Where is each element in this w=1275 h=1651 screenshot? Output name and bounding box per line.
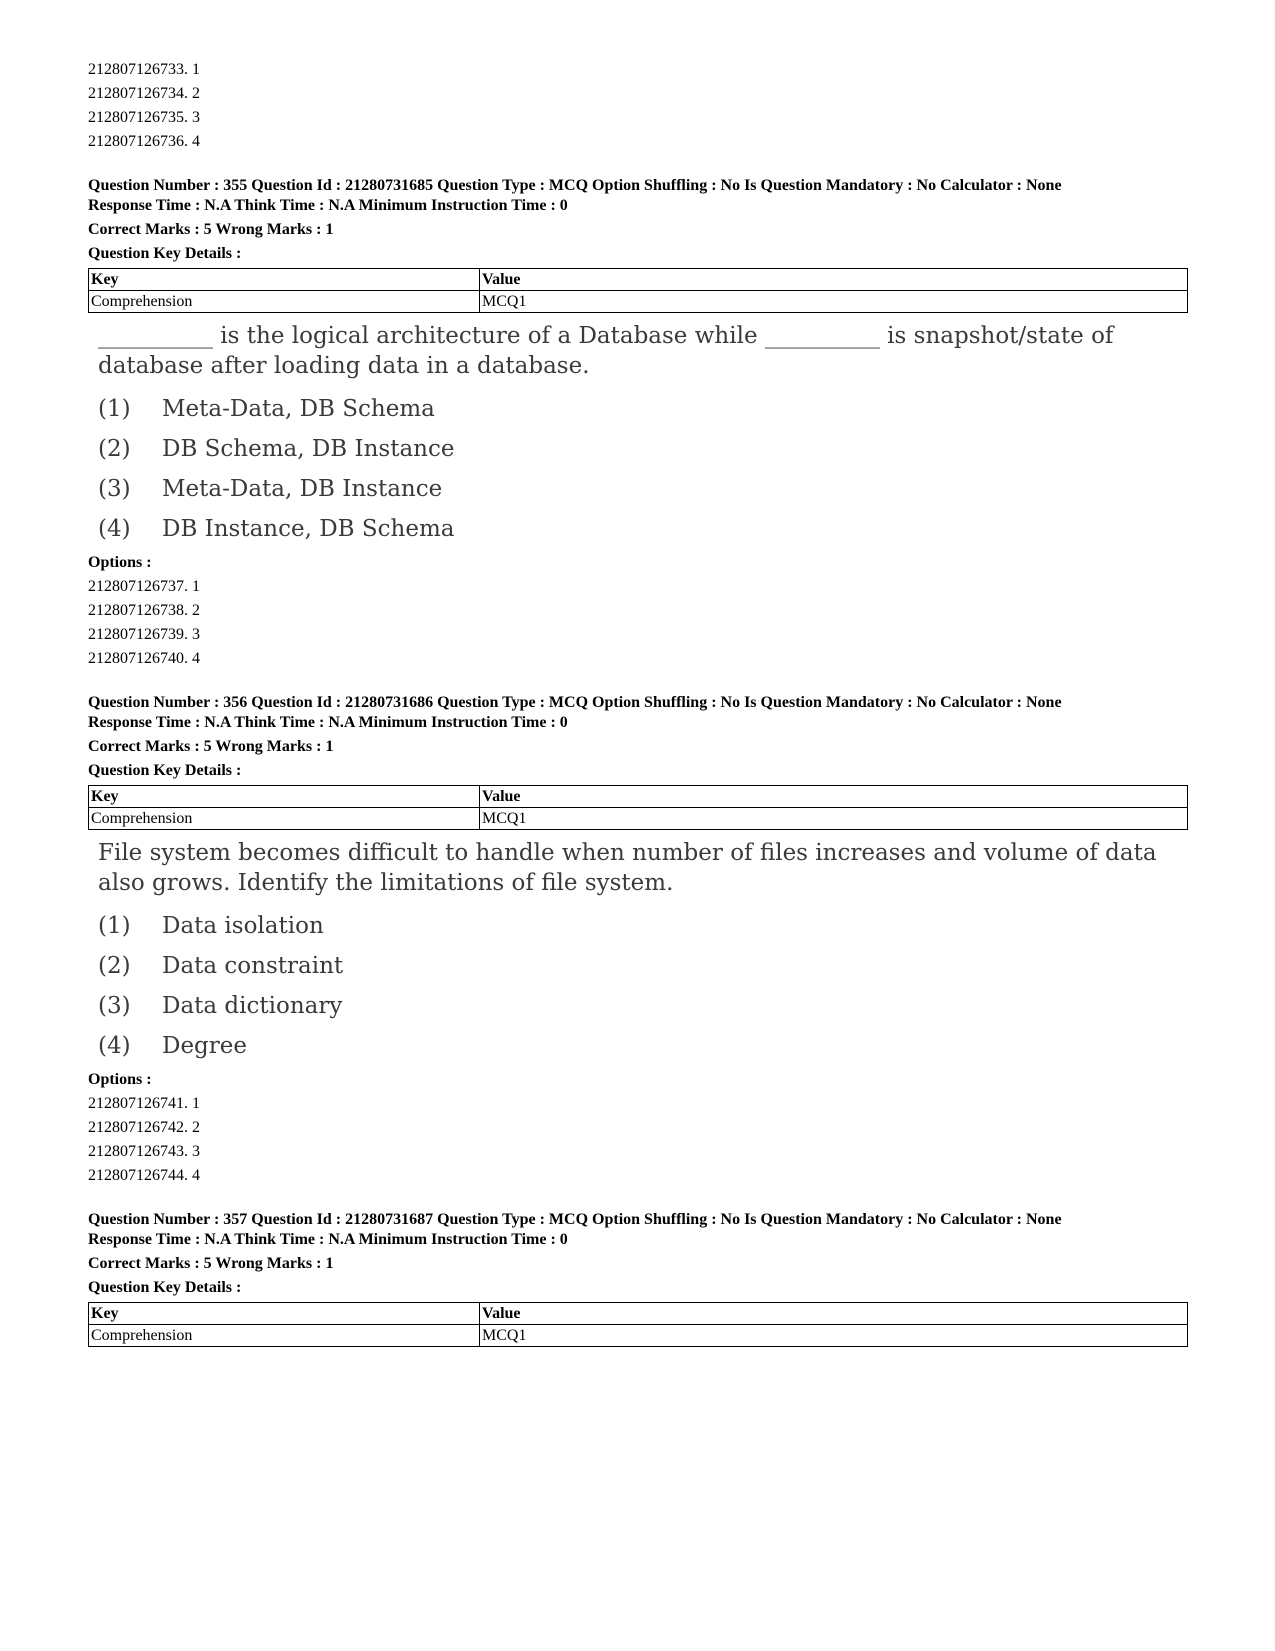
value-cell: MCQ1 bbox=[480, 808, 1188, 830]
key-header-cell: Key bbox=[89, 269, 480, 291]
choice-number: (3) bbox=[98, 993, 131, 1019]
option-id-line: 212807126736. 4 bbox=[88, 133, 200, 150]
choice-number: (3) bbox=[98, 476, 131, 502]
choice-number: (2) bbox=[98, 953, 131, 979]
choice-text: Degree bbox=[162, 1033, 247, 1059]
question-block-356 bbox=[88, 693, 1188, 1188]
question-block-357 bbox=[88, 1210, 1188, 1347]
choice-text: Meta-Data, DB Schema bbox=[162, 396, 435, 422]
key-details-label: Question Key Details : bbox=[88, 245, 242, 262]
previous-question-options bbox=[88, 58, 1188, 154]
choice-number: (1) bbox=[98, 913, 131, 939]
question-timing: Response Time : N.A Think Time : N.A Minimum Instruction Time : 0 bbox=[88, 714, 568, 731]
key-header-cell: Key bbox=[89, 1303, 480, 1325]
choice-item bbox=[98, 1026, 1188, 1066]
key-cell: Comprehension bbox=[89, 808, 480, 830]
key-details-label: Question Key Details : bbox=[88, 1279, 242, 1296]
key-cell: Comprehension bbox=[89, 291, 480, 313]
key-cell: Comprehension bbox=[89, 1325, 480, 1347]
choice-item bbox=[98, 509, 1188, 549]
choice-text: DB Instance, DB Schema bbox=[162, 516, 455, 542]
key-details-label: Question Key Details : bbox=[88, 762, 242, 779]
option-id-line: 212807126743. 3 bbox=[88, 1143, 200, 1160]
option-id-line: 212807126739. 3 bbox=[88, 626, 200, 643]
marks-line: Correct Marks : 5 Wrong Marks : 1 bbox=[88, 221, 334, 238]
document-page bbox=[88, 58, 1188, 1369]
key-table-header bbox=[89, 786, 1188, 808]
choice-number: (4) bbox=[98, 1033, 131, 1059]
choice-number: (2) bbox=[98, 436, 131, 462]
marks-line: Correct Marks : 5 Wrong Marks : 1 bbox=[88, 738, 334, 755]
choice-number: (1) bbox=[98, 396, 131, 422]
choice-text: Data dictionary bbox=[162, 993, 343, 1019]
question-timing: Response Time : N.A Think Time : N.A Minimum Instruction Time : 0 bbox=[88, 1231, 568, 1248]
key-table-row bbox=[89, 291, 1188, 313]
choice-item bbox=[98, 946, 1188, 986]
choice-item bbox=[98, 429, 1188, 469]
value-header-cell: Value bbox=[480, 786, 1188, 808]
option-id-line: 212807126742. 2 bbox=[88, 1119, 200, 1136]
choice-text: Data constraint bbox=[162, 953, 344, 979]
option-id-line: 212807126740. 4 bbox=[88, 650, 200, 667]
question-key-table bbox=[88, 785, 1188, 830]
question-stem: __________ is the logical architecture of a Database while __________ is snapshot/state of database after loading data in a database. bbox=[98, 323, 1114, 379]
option-id-line: 212807126738. 2 bbox=[88, 602, 200, 619]
question-block-355 bbox=[88, 176, 1188, 671]
question-timing: Response Time : N.A Think Time : N.A Minimum Instruction Time : 0 bbox=[88, 197, 568, 214]
options-label: Options : bbox=[88, 1071, 152, 1088]
option-id-line: 212807126733. 1 bbox=[88, 61, 200, 78]
question-meta: Question Number : 356 Question Id : 21280731686 Question Type : MCQ Option Shuffling : No Is Question Mandatory : No Calculator : None bbox=[88, 694, 1062, 711]
option-id-line: 212807126737. 1 bbox=[88, 578, 200, 595]
key-table-row bbox=[89, 808, 1188, 830]
choice-number: (4) bbox=[98, 516, 131, 542]
question-text bbox=[88, 834, 1188, 1066]
key-table-row bbox=[89, 1325, 1188, 1347]
value-header-cell: Value bbox=[480, 269, 1188, 291]
question-key-table bbox=[88, 268, 1188, 313]
marks-line: Correct Marks : 5 Wrong Marks : 1 bbox=[88, 1255, 334, 1272]
value-cell: MCQ1 bbox=[480, 291, 1188, 313]
option-id-line: 212807126734. 2 bbox=[88, 85, 200, 102]
question-text bbox=[88, 317, 1188, 549]
choice-text: Meta-Data, DB Instance bbox=[162, 476, 443, 502]
value-header-cell: Value bbox=[480, 1303, 1188, 1325]
option-id-line: 212807126744. 4 bbox=[88, 1167, 200, 1184]
choice-text: Data isolation bbox=[162, 913, 324, 939]
choice-item bbox=[98, 906, 1188, 946]
value-cell: MCQ1 bbox=[480, 1325, 1188, 1347]
option-id-line: 212807126741. 1 bbox=[88, 1095, 200, 1112]
question-key-table bbox=[88, 1302, 1188, 1347]
choice-text: DB Schema, DB Instance bbox=[162, 436, 455, 462]
choice-item bbox=[98, 469, 1188, 509]
choice-item bbox=[98, 986, 1188, 1026]
question-meta: Question Number : 357 Question Id : 21280731687 Question Type : MCQ Option Shuffling : No Is Question Mandatory : No Calculator : None bbox=[88, 1211, 1062, 1228]
key-header-cell: Key bbox=[89, 786, 480, 808]
question-meta: Question Number : 355 Question Id : 21280731685 Question Type : MCQ Option Shuffling : No Is Question Mandatory : No Calculator : None bbox=[88, 177, 1062, 194]
key-table-header bbox=[89, 269, 1188, 291]
choice-item bbox=[98, 389, 1188, 429]
options-label: Options : bbox=[88, 554, 152, 571]
option-id-line: 212807126735. 3 bbox=[88, 109, 200, 126]
key-table-header bbox=[89, 1303, 1188, 1325]
question-stem: File system becomes difficult to handle when number of files increases and volume of data also grows. Identify the limitations of file system. bbox=[98, 840, 1157, 896]
